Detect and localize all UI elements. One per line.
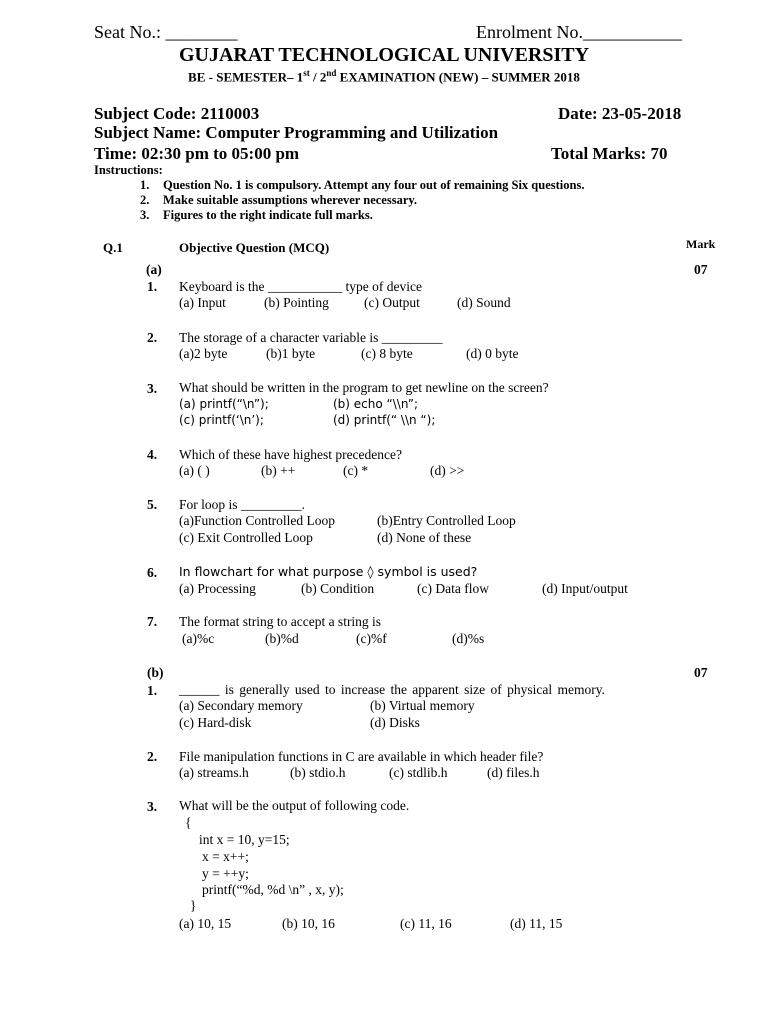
part-label: (a) [146, 262, 162, 277]
question-number: 5. [147, 497, 158, 512]
option: (c) Data flow [417, 581, 489, 596]
question-text: Which of these have highest precedence? [179, 447, 403, 462]
instructions-heading: Instructions: [94, 163, 163, 177]
instruction-text: Make suitable assumptions wherever necessary. [163, 193, 418, 207]
code-line: { [185, 815, 192, 830]
option: (c) 8 byte [361, 346, 413, 361]
code-line: int x = 10, y=15; [199, 832, 290, 847]
option: (b) Pointing [264, 295, 329, 310]
question-number: 1. [147, 279, 158, 294]
question-text: ______ is generally used to increase the apparent size of physical memory. [179, 682, 605, 697]
option: (d) files.h [487, 765, 540, 780]
enrolment-number-field: Enrolment No.___________ [476, 22, 682, 42]
option: (a)Function Controlled Loop [179, 513, 335, 528]
code-line: y = ++y; [202, 866, 249, 881]
option: (b) Virtual memory [370, 698, 475, 713]
option: (a) streams.h [179, 765, 249, 780]
option: (b)Entry Controlled Loop [377, 513, 516, 528]
question-number: 1. [147, 683, 158, 698]
option: (a) Processing [179, 581, 256, 596]
question-text: What should be written in the program to get newline on the screen? [179, 380, 549, 395]
question-number: 4. [147, 447, 158, 462]
option: (d) 11, 15 [510, 916, 563, 931]
option: (b)1 byte [266, 346, 316, 361]
instruction-number: 3. [140, 208, 150, 222]
question-number: 2. [147, 330, 158, 345]
option: (d) printf(“ \\n “); [333, 413, 436, 427]
option: (c) * [343, 463, 369, 478]
option: (c) Hard-disk [179, 715, 252, 730]
part-label: (b) [147, 665, 164, 680]
question-text: For loop is _________. [179, 497, 306, 512]
code-line: printf(“%d, %d \n” , x, y); [202, 882, 344, 897]
question-number: 2. [147, 749, 158, 764]
question-text: Keyboard is the ___________ type of device [179, 279, 422, 294]
option: (c) stdlib.h [389, 765, 448, 780]
option: (a) Input [179, 295, 226, 310]
subject-code: Subject Code: 2110003 [94, 104, 260, 123]
option: (b) stdio.h [290, 765, 346, 780]
option: (a) printf(“\n”); [179, 397, 269, 411]
instruction-number: 1. [140, 178, 150, 192]
option: (b) 10, 16 [282, 916, 335, 931]
option: (b)%d [265, 631, 299, 646]
exam-title: BE - SEMESTER– 1st / 2nd EXAMINATION (NEW) – SUMMER 2018 [188, 68, 580, 85]
subject-name: Subject Name: Computer Programming and Utilization [94, 123, 499, 142]
option: (b) Condition [301, 581, 375, 596]
option: (a) Secondary memory [179, 698, 303, 713]
university-name: GUJARAT TECHNOLOGICAL UNIVERSITY [178, 44, 590, 66]
question-number: 3. [147, 799, 158, 814]
option: (d) None of these [377, 530, 472, 545]
option: (a) 10, 15 [179, 916, 232, 931]
instruction-text: Question No. 1 is compulsory. Attempt any four out of remaining Six questions. [163, 178, 585, 192]
option: (d) Sound [457, 295, 511, 310]
option: (d)%s [452, 631, 485, 646]
question-text: What will be the output of following code. [179, 798, 410, 813]
question-number: 6. [147, 565, 158, 580]
option: (c) 11, 16 [400, 916, 452, 931]
option: (d) Input/output [542, 581, 628, 596]
option: (c) Output [364, 295, 420, 310]
question-label: Q.1 [103, 240, 123, 255]
question-text: The format string to accept a string is [179, 614, 382, 629]
option: (b) ++ [261, 463, 296, 478]
part-marks: 07 [694, 262, 708, 277]
option: (a)%c [182, 631, 215, 646]
mark-column-header: Mark [686, 237, 716, 251]
question-number: 7. [147, 614, 158, 629]
total-marks: Total Marks: 70 [551, 144, 668, 163]
option: (d) Disks [370, 715, 420, 730]
code-line: x = x++; [202, 849, 249, 864]
instruction-number: 2. [140, 193, 150, 207]
option: (d) >> [430, 463, 465, 478]
instruction-text: Figures to the right indicate full marks. [163, 208, 373, 222]
question-title: Objective Question (MCQ) [179, 240, 330, 255]
exam-time: Time: 02:30 pm to 05:00 pm [94, 144, 300, 163]
option: (d) 0 byte [466, 346, 519, 361]
option: (a)2 byte [179, 346, 228, 361]
seat-number-field: Seat No.: ________ [94, 22, 238, 42]
exam-date: Date: 23-05-2018 [558, 104, 682, 123]
part-marks: 07 [694, 665, 708, 680]
code-line: } [190, 898, 197, 913]
option: (c) Exit Controlled Loop [179, 530, 313, 545]
option: (a) ( ) [179, 463, 210, 478]
question-text: File manipulation functions in C are available in which header file? [179, 749, 544, 764]
option: (b) echo “\\n”; [333, 397, 419, 411]
option: (c) printf(‘\n’); [179, 413, 264, 427]
option: (c)%f [356, 631, 387, 646]
question-text: In flowchart for what purpose ◊ symbol is used? [179, 564, 478, 579]
question-text: The storage of a character variable is _________ [179, 330, 443, 345]
question-number: 3. [147, 381, 158, 396]
